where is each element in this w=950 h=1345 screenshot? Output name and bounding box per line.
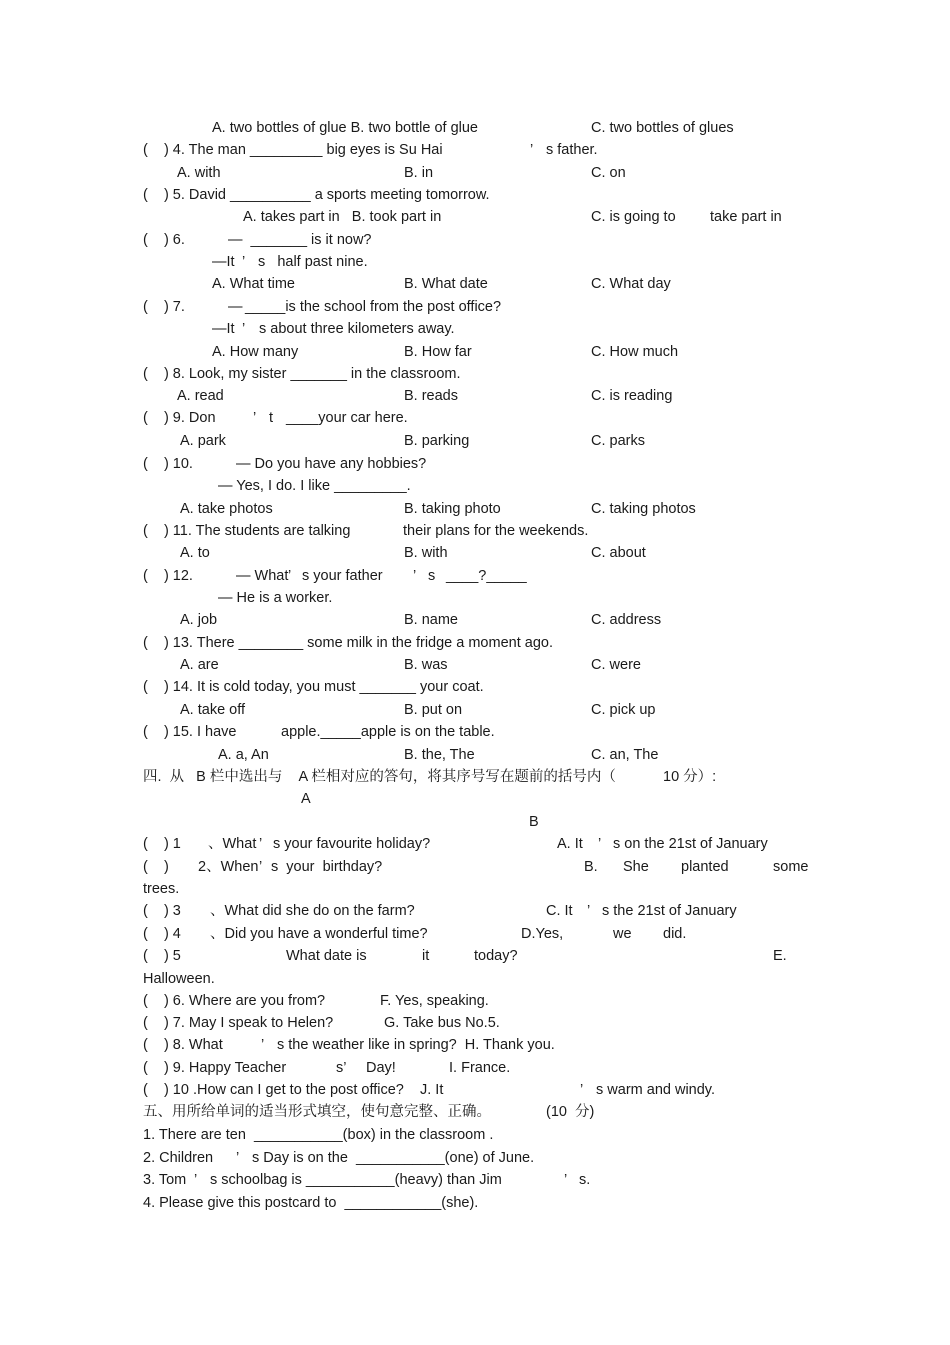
- text-span: ( ) 15. I have: [143, 724, 237, 740]
- text-span: A. It: [557, 836, 583, 852]
- text-line: [0, 879, 950, 899]
- text-line: [0, 319, 950, 339]
- text-line: [0, 946, 950, 966]
- text-span: ( ) 7.: [143, 299, 185, 315]
- text-line: [0, 969, 950, 989]
- text-line: [0, 901, 950, 921]
- text-span: s warm and windy.: [596, 1082, 715, 1098]
- text-span: C. address: [591, 612, 662, 628]
- text-span: it: [422, 948, 430, 964]
- text-span: ( ) 10.: [143, 456, 193, 472]
- text-span: s: [428, 568, 436, 584]
- text-line: [0, 499, 950, 519]
- text-span: ( ) 12.: [143, 568, 193, 584]
- text-line: [0, 1102, 950, 1122]
- text-span: I. France.: [449, 1060, 511, 1076]
- text-span: ’: [598, 836, 602, 852]
- text-line: [0, 633, 950, 653]
- text-line: [0, 610, 950, 630]
- text-span: 2. Children: [143, 1150, 214, 1166]
- text-line: [0, 812, 950, 832]
- text-span: trees.: [143, 881, 180, 897]
- text-span: C. an, The: [591, 747, 659, 763]
- text-line: [0, 408, 950, 428]
- text-line: [0, 118, 950, 138]
- text-line: [0, 431, 950, 451]
- text-span: B. taking photo: [404, 501, 501, 517]
- text-span: ( ) 9. Happy Teacher: [143, 1060, 287, 1076]
- text-span: ’: [242, 254, 246, 270]
- text-span: C. were: [591, 657, 641, 673]
- text-span: 3. Tom: [143, 1172, 187, 1188]
- text-span: B. in: [404, 165, 434, 181]
- text-line: [0, 1058, 950, 1078]
- text-span: s the 21st of January: [602, 903, 737, 919]
- text-span: s on the 21st of January: [613, 836, 768, 852]
- text-span: s half past nine.: [258, 254, 368, 270]
- text-span: A. take off: [180, 702, 246, 718]
- text-span: — _______ is it now?: [228, 232, 372, 248]
- text-span: ( ) 6.: [143, 232, 185, 248]
- text-span: ’: [530, 142, 534, 158]
- text-line: [0, 521, 950, 541]
- text-line: [0, 722, 950, 742]
- text-span: ( ) 5. David __________ a sports meeting tomorrow.: [143, 187, 490, 203]
- text-span: _____is the school from the post office?: [245, 299, 502, 315]
- text-span: 2、When: [198, 859, 259, 875]
- text-span: 、What: [208, 836, 257, 852]
- text-span: She: [623, 859, 649, 875]
- text-line: [0, 230, 950, 250]
- text-line: [0, 834, 950, 854]
- text-span: ____your car here.: [286, 410, 408, 426]
- text-span: What date is: [286, 948, 367, 964]
- text-span: — He is a worker.: [218, 590, 333, 606]
- text-span: A. job: [180, 612, 218, 628]
- text-span: Day!: [366, 1060, 396, 1076]
- text-span: ( ): [143, 859, 169, 875]
- text-line: [0, 745, 950, 765]
- text-span: — What: [236, 568, 289, 584]
- text-span: ’: [587, 903, 591, 919]
- text-span: s your favourite holiday?: [273, 836, 431, 852]
- text-span: C. How much: [591, 344, 679, 360]
- text-span: s’: [336, 1060, 347, 1076]
- text-line: [0, 476, 950, 496]
- text-line: [0, 140, 950, 160]
- text-line: [0, 991, 950, 1011]
- text-span: C. about: [591, 545, 646, 561]
- text-span: A. read: [177, 388, 224, 404]
- text-span: A. a, An: [218, 747, 269, 763]
- text-span: B. was: [404, 657, 448, 673]
- text-span: D.Yes,: [521, 926, 564, 942]
- text-line: [0, 1148, 950, 1168]
- text-line: [0, 274, 950, 294]
- text-span: A. takes part in B. took part in: [243, 209, 442, 225]
- text-line: [0, 1080, 950, 1100]
- text-span: B. name: [404, 612, 458, 628]
- text-span: ____?_____: [446, 568, 527, 584]
- text-span: ( ) 1: [143, 836, 181, 852]
- text-span: C. It: [546, 903, 573, 919]
- text-span: ( ) 8. Look, my sister _______ in the classroom.: [143, 366, 461, 382]
- text-line: [0, 789, 950, 809]
- text-span: C. on: [591, 165, 626, 181]
- text-span: ( ) 11. The students are talking: [143, 523, 351, 539]
- text-span: s the weather like in spring? H. Thank you.: [277, 1037, 555, 1053]
- text-span: 4. Please give this postcard to ____________(she).: [143, 1195, 479, 1211]
- text-span: C. is going to: [591, 209, 676, 225]
- text-span: did.: [663, 926, 687, 942]
- text-span: C. two bottles of glues: [591, 120, 734, 136]
- text-span: 1. There are ten ___________(box) in the classroom .: [143, 1127, 494, 1143]
- text-span: C. taking photos: [591, 501, 696, 517]
- text-span: planted: [681, 859, 729, 875]
- text-span: s father.: [546, 142, 598, 158]
- text-line: [0, 364, 950, 384]
- text-span: ( ) 4: [143, 926, 181, 942]
- text-span: 、Did you have a wonderful time?: [210, 926, 428, 942]
- text-span: ’: [259, 836, 263, 852]
- text-span: ’: [564, 1172, 568, 1188]
- text-line: [0, 655, 950, 675]
- text-span: s your father: [302, 568, 383, 584]
- text-line: [0, 185, 950, 205]
- text-line: [0, 342, 950, 362]
- text-span: ’: [242, 321, 246, 337]
- text-span: C. pick up: [591, 702, 656, 718]
- text-span: ’: [288, 568, 292, 584]
- text-span: s your birthday?: [271, 859, 383, 875]
- text-span: A: [301, 791, 311, 807]
- text-span: B. the, The: [404, 747, 475, 763]
- text-line: [0, 1035, 950, 1055]
- text-span: (10 分): [546, 1104, 595, 1120]
- text-span: ( ) 5: [143, 948, 181, 964]
- text-span: ’: [253, 410, 257, 426]
- text-span: ( ) 10 .How can I get to the post office? J. It: [143, 1082, 444, 1098]
- text-span: ( ) 8. What: [143, 1037, 223, 1053]
- text-line: [0, 386, 950, 406]
- text-span: — Do you have any hobbies?: [236, 456, 427, 472]
- text-span: B. What date: [404, 276, 488, 292]
- text-line: [0, 543, 950, 563]
- text-span: ( ) 6. Where are you from?: [143, 993, 326, 1009]
- text-span: B. reads: [404, 388, 458, 404]
- text-line: [0, 454, 950, 474]
- text-span: B. put on: [404, 702, 463, 718]
- text-span: s schoolbag is ___________(heavy) than Jim: [210, 1172, 502, 1188]
- text-line: [0, 857, 950, 877]
- text-span: ( ) 4. The man _________ big eyes is Su Hai: [143, 142, 443, 158]
- text-span: ( ) 9. Don: [143, 410, 216, 426]
- text-span: ( ) 7. May I speak to Helen?: [143, 1015, 334, 1031]
- text-line: [0, 700, 950, 720]
- text-span: A. two bottles of glue B. two bottle of glue: [212, 120, 478, 136]
- text-span: A. are: [180, 657, 219, 673]
- text-span: 五、用所给单词的适当形式填空，使句意完整、正确。: [143, 1104, 491, 1120]
- text-span: apple._____apple is on the table.: [281, 724, 495, 740]
- text-span: B. parking: [404, 433, 470, 449]
- text-line: [0, 677, 950, 697]
- text-line: [0, 252, 950, 272]
- text-span: ( ) 14. It is cold today, you must _______ your coat.: [143, 679, 484, 695]
- text-line: [0, 207, 950, 227]
- text-line: [0, 1013, 950, 1033]
- text-span: A. with: [177, 165, 221, 181]
- text-line: [0, 566, 950, 586]
- text-span: B. How far: [404, 344, 472, 360]
- text-span: E.: [773, 948, 787, 964]
- text-span: ’: [580, 1082, 584, 1098]
- text-span: G. Take bus No.5.: [384, 1015, 500, 1031]
- text-span: A. What time: [212, 276, 295, 292]
- text-line: [0, 924, 950, 944]
- text-span: ’: [194, 1172, 198, 1188]
- text-line: [0, 1170, 950, 1190]
- text-span: — Yes, I do. I like _________.: [218, 478, 411, 494]
- text-span: ( ) 3: [143, 903, 181, 919]
- text-span: —It: [212, 321, 235, 337]
- text-span: B.: [584, 859, 598, 875]
- text-span: A. How many: [212, 344, 299, 360]
- text-span: s.: [579, 1172, 591, 1188]
- text-line: [0, 297, 950, 317]
- text-span: A. take photos: [180, 501, 273, 517]
- text-line: [0, 163, 950, 183]
- text-span: —It: [212, 254, 235, 270]
- text-line: [0, 1193, 950, 1213]
- text-line: [0, 1125, 950, 1145]
- text-span: A. to: [180, 545, 210, 561]
- text-span: C. What day: [591, 276, 671, 292]
- text-span: t: [269, 410, 274, 426]
- text-line: [0, 588, 950, 608]
- text-span: ’: [261, 1037, 265, 1053]
- text-span: their plans for the weekends.: [403, 523, 589, 539]
- text-span: C. is reading: [591, 388, 673, 404]
- text-span: ( ) 13. There ________ some milk in the fridge a moment ago.: [143, 635, 553, 651]
- text-span: s about three kilometers away.: [259, 321, 455, 337]
- text-span: B: [529, 814, 539, 830]
- text-span: F. Yes, speaking.: [380, 993, 489, 1009]
- text-span: s Day is on the ___________(one) of June.: [252, 1150, 535, 1166]
- text-span: 四. 从 B 栏中选出与 A 栏相对应的答句，将其序号写在题前的括号内（: [143, 769, 616, 785]
- text-span: C. parks: [591, 433, 645, 449]
- text-span: —: [228, 299, 243, 315]
- text-span: some: [773, 859, 809, 875]
- text-span: 10 分）:: [663, 769, 717, 785]
- text-span: ’: [259, 859, 263, 875]
- text-span: 、What did she do on the farm?: [210, 903, 415, 919]
- text-line: [0, 767, 950, 787]
- text-span: A. park: [180, 433, 226, 449]
- text-span: B. with: [404, 545, 448, 561]
- text-span: we: [613, 926, 632, 942]
- text-span: today?: [474, 948, 518, 964]
- text-span: ’: [413, 568, 417, 584]
- text-span: Halloween.: [143, 971, 215, 987]
- text-span: take part in: [710, 209, 782, 225]
- text-span: ’: [236, 1150, 240, 1166]
